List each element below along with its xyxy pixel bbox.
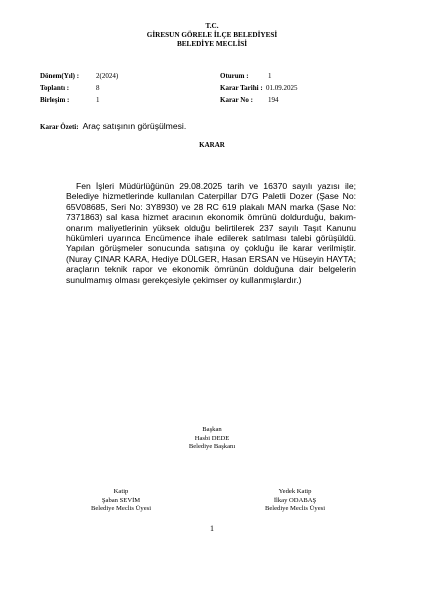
yedek-katip-role: Yedek Katip xyxy=(278,488,312,495)
page-number: 1 xyxy=(210,524,214,533)
president-signature xyxy=(152,426,272,452)
oturum-label: Oturum : xyxy=(220,72,249,80)
karar-tarihi-label: Karar Tarihi : xyxy=(220,84,263,92)
yedek-katip-name: İlkay ODABAŞ xyxy=(273,496,317,504)
president-name: Hasbi DEDE xyxy=(194,434,230,442)
yedek-katip-signature xyxy=(240,488,350,514)
decision-body: Fen İşleri Müdürlüğünün 29.08.2025 tarih ve 16370 sayılı yazısı ile; Belediye hizmetlerinde kullanılan Caterpillar D7G Paletli Dozer (Şase No: 65V08685, Seri No: 3Y8930) ve 28 RC 619 plakalı MAN marka (Şase No: 7371863) sal kasa hizmet aracının ekonomik ömrünü doldurduğu, bakım-onarım maliyetlerinin yüksek olduğu belirtilerek 237 sayılı Taşıt Kanunu hükümleri uyarınca Encümence ihale edilerek satılması talebi görüşüldü. Yapılan görüşmeler sonucunda satışına oy çokluğu ile karar verilmiştir. (Nuray ÇINAR KARA, Hediye DÜLGER, Hasan ERSAN ve Hüseyin HAYTA; araçların teknik rapor ve ekonomik ömrünün dolduğuna dair belgelerin sunulmamış olması gerekçesiyle çekimser oy kullanmışlardır.) xyxy=(66,181,356,285)
yedek-katip-title: Belediye Meclis Üyesi xyxy=(264,505,326,513)
karar-tarihi-value: 01.09.2025 xyxy=(266,84,298,92)
header-council: BELEDİYE MECLİSİ xyxy=(176,40,248,48)
document-header xyxy=(0,22,424,49)
karar-no-value: 194 xyxy=(268,96,279,104)
katip-name: Şaban SEVİM xyxy=(101,496,141,504)
donem-value: 2(2024) xyxy=(96,72,119,80)
summary-label: Karar Özeti: xyxy=(40,123,79,131)
karar-title: KARAR xyxy=(199,141,225,149)
katip-title: Belediye Meclis Üyesi xyxy=(90,505,152,513)
oturum-value: 1 xyxy=(268,72,272,80)
donem-label: Dönem(Yıl) : xyxy=(40,72,80,80)
header-tc: T.C. xyxy=(205,22,219,30)
birlesim-value: 1 xyxy=(96,96,100,104)
president-title: Belediye Başkanı xyxy=(188,443,236,451)
president-role: Başkan xyxy=(202,426,222,433)
birlesim-label: Birleşim : xyxy=(40,96,70,104)
karar-no-label: Karar No : xyxy=(220,96,253,104)
toplanti-label: Toplantı : xyxy=(40,84,70,92)
decision-summary xyxy=(40,116,186,134)
katip-signature xyxy=(66,488,176,514)
header-municipality: GİRESUN GÖRELE İLÇE BELEDİYESİ xyxy=(146,31,278,39)
katip-role: Katip xyxy=(113,488,129,495)
summary-text: Araç satışının görüşülmesi. xyxy=(82,121,187,131)
toplanti-value: 8 xyxy=(96,84,100,92)
